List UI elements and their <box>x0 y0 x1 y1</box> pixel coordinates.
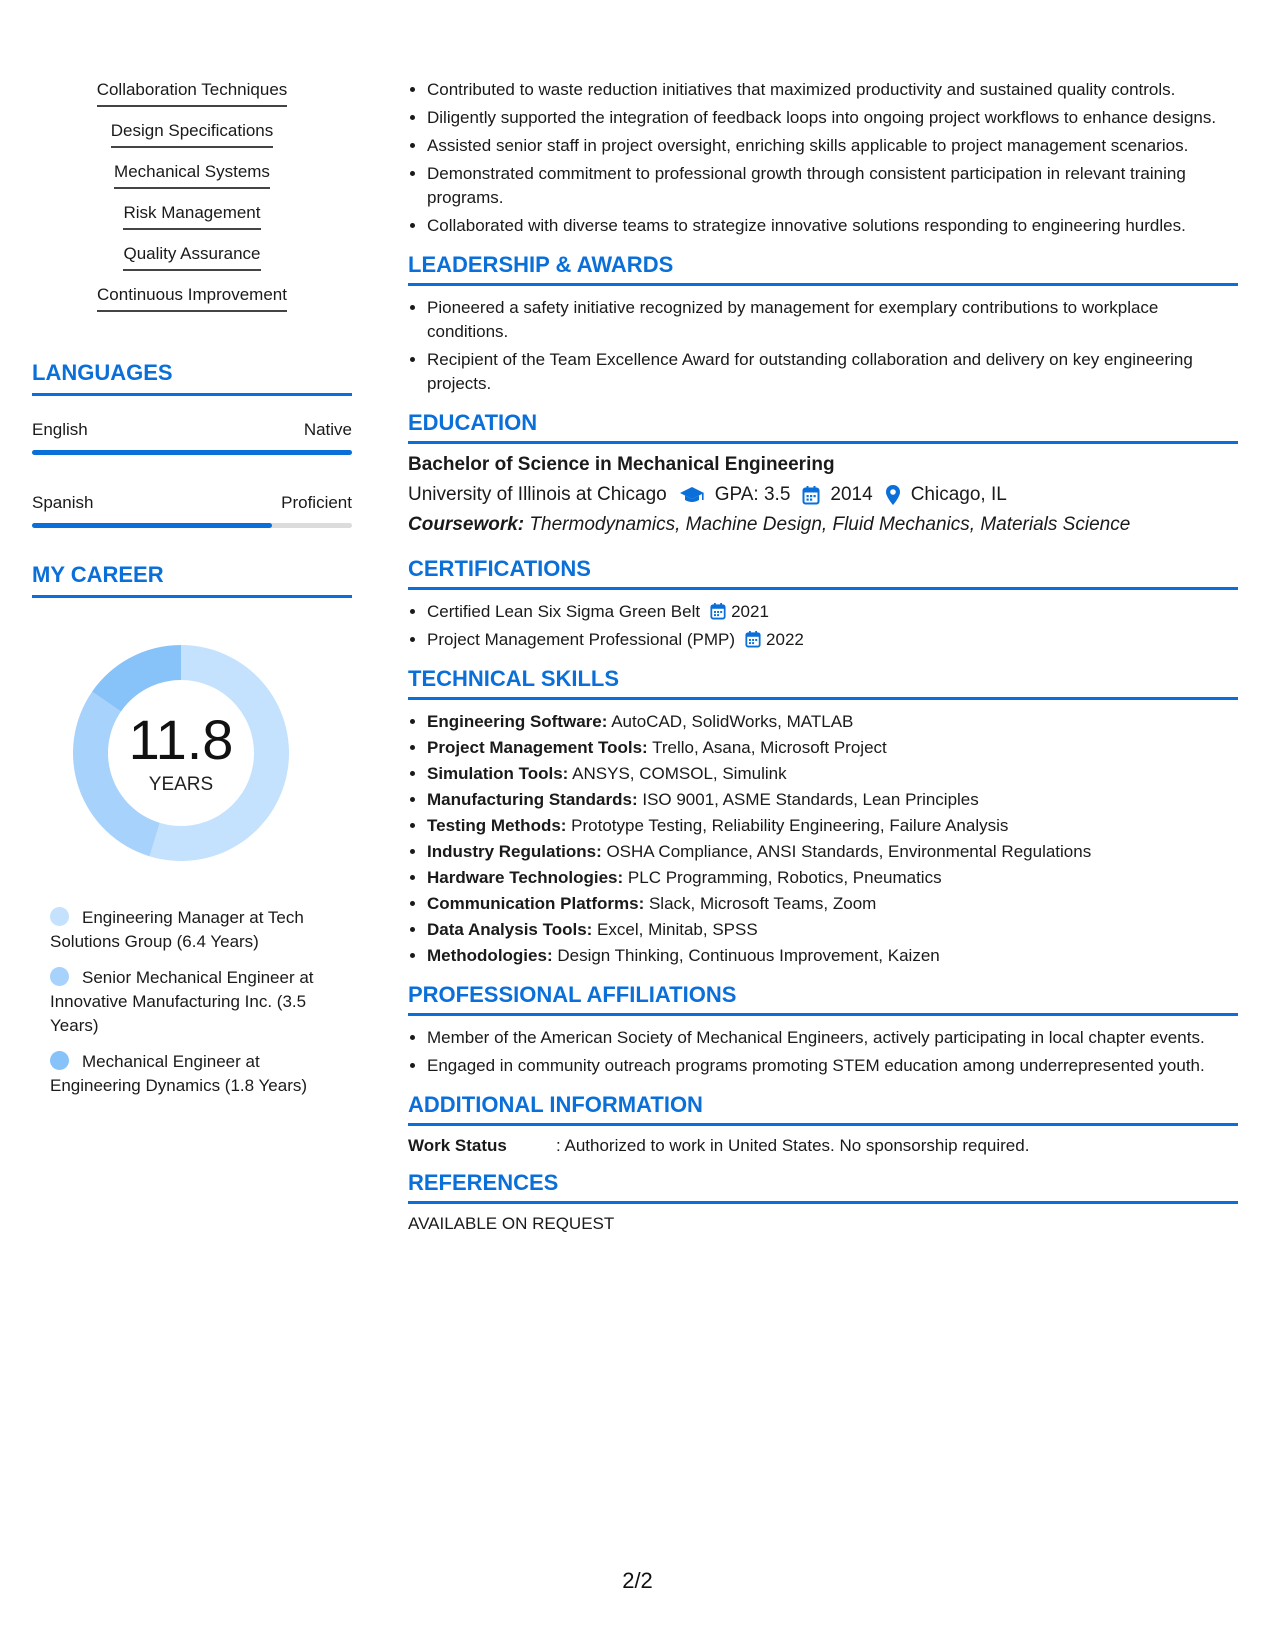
legend-item: Engineering Manager at Tech Solutions Group (6.4 Years) <box>50 908 304 951</box>
legend-dot <box>50 967 69 986</box>
list-item: • Certified Lean Six Sigma Green Belt 2021 <box>427 600 1238 624</box>
career-donut <box>66 638 296 868</box>
school-name: University of Illinois at Chicago <box>408 484 667 505</box>
list-item: • Project Management Tools: Trello, Asana, Microsoft Project <box>427 736 1238 760</box>
legend-item: Senior Mechanical Engineer at Innovative Manufacturing Inc. (3.5 Years) <box>50 968 314 1035</box>
calendar-icon <box>802 485 820 505</box>
list-item: • Data Analysis Tools: Excel, Minitab, SPSS <box>427 918 1238 942</box>
experience-bullets <box>408 78 1238 238</box>
work-status-row <box>408 1136 1238 1156</box>
references-text: AVAILABLE ON REQUEST <box>408 1214 615 1233</box>
career-total-years: 11.8 <box>128 708 234 771</box>
language-bar-fill <box>32 450 352 455</box>
certifications-list <box>408 600 1238 652</box>
list-item: • Manufacturing Standards: ISO 9001, ASME Standards, Lean Principles <box>427 788 1238 812</box>
language-level: Native <box>303 420 352 439</box>
list-item: • Project Management Professional (PMP) 2022 <box>427 628 1238 652</box>
leadership-heading: LEADERSHIP & AWARDS <box>408 252 1238 286</box>
legend-dot <box>50 1051 69 1070</box>
calendar-icon <box>710 602 726 620</box>
calendar-icon <box>745 630 761 648</box>
list-item: • Member of the American Society of Mechanical Engineers, actively participating in local chapter events. <box>427 1026 1238 1050</box>
list-item: • Assisted senior staff in project oversight, enriching skills applicable to project management scenarios. <box>427 134 1238 158</box>
skill-item: Collaboration Techniques <box>32 80 352 107</box>
leadership-list <box>408 296 1238 396</box>
work-status-label: Work Status <box>408 1136 507 1155</box>
list-item: • Contributed to waste reduction initiatives that maximized productivity and sustained quality controls. <box>427 78 1238 102</box>
certifications-heading: CERTIFICATIONS <box>408 556 1238 590</box>
list-item: • Recipient of the Team Excellence Award for outstanding collaboration and delivery on key engineering projects. <box>427 348 1238 396</box>
graduation-cap-icon <box>679 485 705 505</box>
affiliations-list <box>408 1026 1238 1078</box>
list-item: • Communication Platforms: Slack, Microsoft Teams, Zoom <box>427 892 1238 916</box>
languages-heading: LANGUAGES <box>32 360 352 396</box>
affiliations-heading: PROFESSIONAL AFFILIATIONS <box>408 982 1238 1016</box>
coursework: Coursework: Thermodynamics, Machine Design, Fluid Mechanics, Materials Science <box>408 514 1131 535</box>
technical-skills-list <box>408 710 1238 968</box>
graduation-year: 2014 <box>830 484 873 505</box>
career-heading: MY CAREER <box>32 562 352 598</box>
page-number: 2/2 <box>622 1568 653 1593</box>
language-name: Spanish <box>32 493 94 512</box>
technical-skills-heading: TECHNICAL SKILLS <box>408 666 1238 700</box>
career-legend <box>50 906 340 1098</box>
sidebar <box>32 80 352 1110</box>
list-item: • Pioneered a safety initiative recognized by management for exemplary contributions to workplace conditions. <box>427 296 1238 344</box>
list-item: • Industry Regulations: OSHA Compliance, ANSI Standards, Environmental Regulations <box>427 840 1238 864</box>
location-pin-icon <box>885 484 901 506</box>
references-heading: REFERENCES <box>408 1170 1238 1204</box>
list-item: • Engineering Software: AutoCAD, SolidWorks, MATLAB <box>427 710 1238 734</box>
language-name: English <box>32 420 88 439</box>
skill-item: Design Specifications <box>32 121 352 148</box>
language-row <box>32 489 352 513</box>
skill-item: Risk Management <box>32 203 352 230</box>
legend-dot <box>50 907 69 926</box>
language-level: Proficient <box>281 493 352 512</box>
career-section <box>32 562 352 1098</box>
skills-list <box>32 80 352 312</box>
list-item: • Collaborated with diverse teams to strategize innovative solutions responding to engineering hurdles. <box>427 214 1238 238</box>
language-bar <box>32 450 352 455</box>
language-row <box>32 416 352 440</box>
list-item: • Testing Methods: Prototype Testing, Reliability Engineering, Failure Analysis <box>427 814 1238 838</box>
degree-title: Bachelor of Science in Mechanical Engineering <box>408 454 835 475</box>
list-item: • Hardware Technologies: PLC Programming, Robotics, Pneumatics <box>427 866 1238 890</box>
education-details <box>408 484 1238 506</box>
list-item: • Engaged in community outreach programs promoting STEM education among underrepresented youth. <box>427 1054 1238 1078</box>
list-item: • Diligently supported the integration of feedback loops into ongoing project workflows to enhance designs. <box>427 106 1238 130</box>
list-item: • Simulation Tools: ANSYS, COMSOL, Simulink <box>427 762 1238 786</box>
list-item: • Demonstrated commitment to professional growth through consistent participation in relevant training programs. <box>427 162 1238 210</box>
school-location: Chicago, IL <box>910 484 1007 505</box>
career-years-unit: YEARS <box>148 774 214 795</box>
language-bar-fill <box>32 523 272 528</box>
skill-item: Quality Assurance <box>32 244 352 271</box>
additional-info-heading: ADDITIONAL INFORMATION <box>408 1092 1238 1126</box>
work-status-value: : Authorized to work in United States. No sponsorship required. <box>556 1136 1030 1155</box>
gpa: GPA: 3.5 <box>714 484 791 505</box>
skill-item: Continuous Improvement <box>32 285 352 312</box>
legend-item: Mechanical Engineer at Engineering Dynamics (1.8 Years) <box>50 1052 308 1095</box>
language-bar <box>32 523 352 528</box>
skill-item: Mechanical Systems <box>32 162 352 189</box>
list-item: • Methodologies: Design Thinking, Continuous Improvement, Kaizen <box>427 944 1238 968</box>
main-column <box>408 78 1238 1234</box>
languages-section <box>32 360 352 528</box>
education-heading: EDUCATION <box>408 410 1238 444</box>
